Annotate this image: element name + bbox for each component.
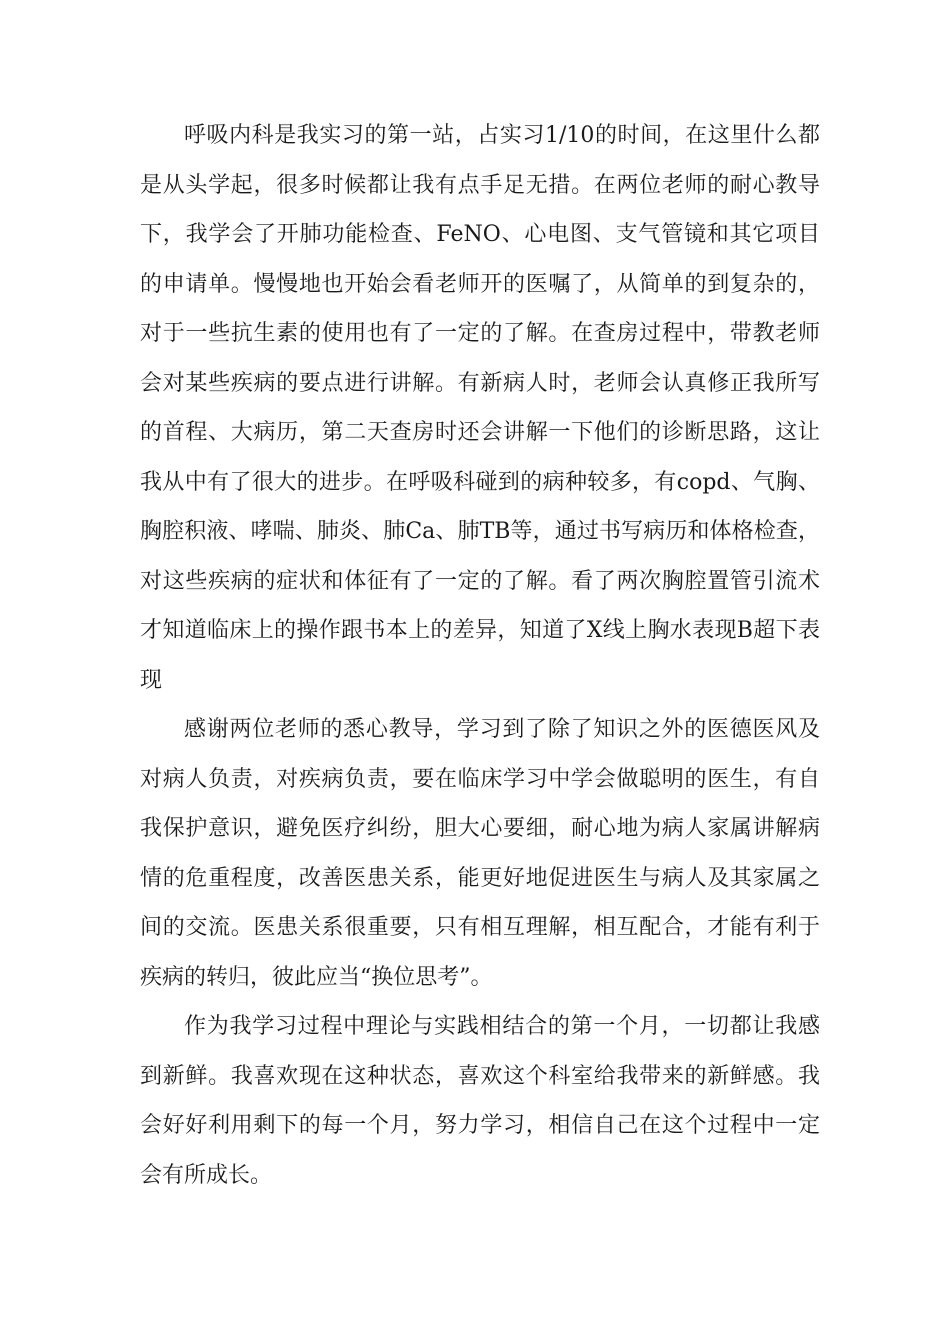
paragraph-2: 感谢两位老师的悉心教导，学习到了除了知识之外的医德医风及对病人负责，对疾病负责，要在临床学习中学会做聪明的医生，有自我保护意识，避免医疗纠纷，胆大心要细，耐心地为病人家属讲解病情的危重程度，改善医患关系，能更好地促进医生与病人及其家属之间的交流。医患关系很重要，只有相互理解，相互配合，才能有利于疾病的转归，彼此应当“换位思考”。 <box>140 717 820 990</box>
paragraph-1: 呼吸内科是我实习的第一站，占实习1/10的时间，在这里什么都是从头学起，很多时候都让我有点手足无措。在两位老师的耐心教导下，我学会了开肺功能检查、FeNO、心电图、支气管镜和其它项目的申请单。慢慢地也开始会看老师开的医嘱了，从简单的到复杂的，对于一些抗生素的使用也有了一定的了解。在查房过程中，带教老师会对某些疾病的要点进行讲解。有新病人时，老师会认真修正我所写的首程、大病历，第二天查房时还会讲解一下他们的诊断思路，这让我从中有了很大的进步。在呼吸科碰到的病种较多，有copd、气胸、胸腔积液、哮喘、肺炎、肺Ca、肺TB等，通过书写病历和体格检查，对这些疾病的症状和体征有了一定的了解。看了两次胸腔置管引流术才知道临床上的操作跟书本上的差异，知道了X线上胸水表现B超下表现 <box>140 123 820 693</box>
paragraph-3: 作为我学习过程中理论与实践相结合的第一个月，一切都让我感到新鲜。我喜欢现在这种状态，喜欢这个科室给我带来的新鲜感。我会好好利用剩下的每一个月，努力学习，相信自己在这个过程中一定会有所成长。 <box>140 1014 820 1188</box>
document-body <box>140 111 820 1200</box>
